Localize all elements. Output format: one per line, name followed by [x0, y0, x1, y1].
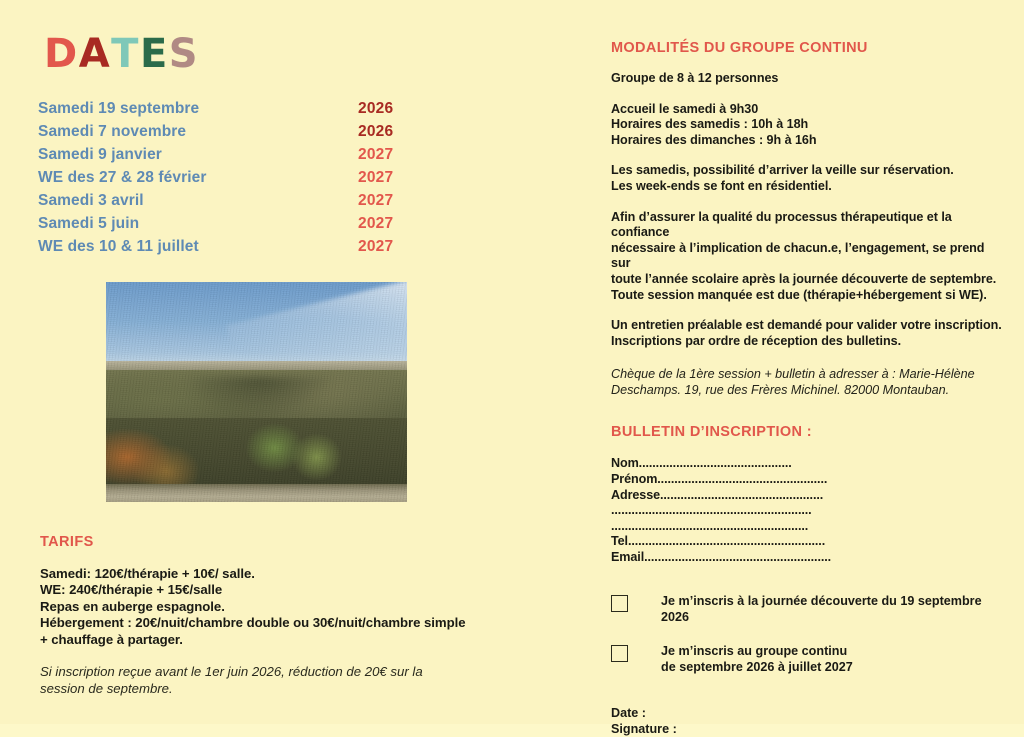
modalites-paragraph [611, 71, 1006, 87]
bulletin-checkbox-row[interactable] [611, 643, 1006, 675]
date-row [38, 100, 468, 122]
modalites-paragraph [611, 318, 1006, 349]
date-row [38, 215, 468, 237]
date-row [38, 169, 468, 191]
modalites-line: Afin d’assurer la qualité du processus thérapeutique et la confiance [611, 209, 952, 240]
modalites-line: Les samedis, possibilité d’arriver la veille sur réservation. [611, 163, 954, 178]
tarifs-note-line: Si inscription reçue avant le 1er juin 2026, réduction de 20€ sur la [40, 664, 423, 680]
modalites-line: nécessaire à l’implication de chacun.e, l’engagement, se prend sur [611, 240, 985, 271]
tarifs-note-line: session de septembre. [40, 681, 173, 697]
checkbox-square[interactable] [611, 595, 628, 612]
date-label: Date : [611, 706, 646, 721]
date-year: 2026 [358, 123, 394, 140]
dates-title-letter-s: S [168, 31, 200, 77]
modalites-paragraphs [611, 71, 1006, 349]
tarifs-lines [40, 566, 490, 648]
date-label: Samedi 5 juin [38, 215, 140, 232]
checkbox-label-line: de septembre 2026 à juillet 2027 [661, 660, 853, 675]
date-year: 2027 [358, 192, 394, 209]
date-row [38, 238, 468, 260]
modalites-paragraph [611, 163, 1006, 194]
bulletin-fields [611, 456, 1006, 565]
dates-list [38, 100, 468, 260]
modalites-line: toute l’année scolaire après la journée découverte de septembre. [611, 271, 997, 286]
date-year: 2027 [358, 146, 394, 163]
cheque-note-line: Chèque de la 1ère session + bulletin à adresser à : Marie-Hélène [611, 367, 975, 382]
bulletin-checkbox-group [611, 593, 1006, 675]
landscape-photo-image [106, 282, 407, 502]
photo-foreground-trees [106, 418, 407, 488]
tarifs-section [40, 534, 490, 697]
date-year: 2026 [358, 100, 394, 117]
modalites-line: Les week-ends se font en résidentiel. [611, 178, 832, 193]
checkbox-label-line: Je m’inscris à la journée découverte du 19 septembre 2026 [661, 594, 982, 625]
date-year: 2027 [358, 238, 394, 255]
right-column [611, 40, 1006, 737]
dates-title-letter-t: T [111, 31, 140, 77]
date-year: 2027 [358, 215, 394, 232]
signature-block [611, 705, 1006, 737]
checkbox-label-line: Je m’inscris au groupe continu [661, 644, 848, 659]
tarifs-line: Repas en auberge espagnole. [40, 598, 225, 614]
bulletin-field-line[interactable]: Adresse................................................ [611, 487, 824, 502]
checkbox-label [661, 593, 1006, 625]
bulletin-field-line[interactable]: Tel.......................................................... [611, 534, 826, 549]
modalites-line: Inscriptions par ordre de réception des bulletins. [611, 333, 902, 348]
cheque-note [611, 366, 1006, 398]
tarifs-discount-note [40, 663, 490, 697]
modalites-line: Accueil le samedi à 9h30 [611, 101, 759, 116]
bulletin-checkbox-row[interactable] [611, 593, 1006, 625]
bulletin-field-line[interactable]: .......................................................... [611, 518, 809, 533]
tarifs-title: TARIFS [40, 534, 94, 550]
dates-title-letter-e: E [139, 31, 169, 77]
checkbox-label [661, 643, 853, 675]
date-row [38, 146, 468, 168]
date-label: Samedi 7 novembre [38, 123, 187, 140]
date-year: 2027 [358, 169, 394, 186]
bulletin-field-line[interactable]: Prénom.................................................. [611, 471, 828, 486]
left-column [38, 31, 468, 261]
date-label: WE des 27 & 28 février [38, 169, 207, 186]
photo-rocky-ground [106, 484, 407, 502]
landscape-photo [104, 280, 409, 504]
date-label: Samedi 9 janvier [38, 146, 162, 163]
bulletin-title: BULLETIN D’INSCRIPTION : [611, 424, 812, 441]
date-label: Samedi 3 avril [38, 192, 144, 209]
date-label: Samedi 19 septembre [38, 100, 200, 117]
date-row [38, 192, 468, 214]
modalites-line: Horaires des samedis : 10h à 18h [611, 117, 809, 132]
date-label: WE des 10 & 11 juillet [38, 238, 199, 255]
signature-label: Signature : [611, 722, 677, 737]
dates-title-letter-a: A [78, 31, 112, 77]
dates-title-letter-d: D [44, 31, 79, 77]
cheque-note-line: Deschamps. 19, rue des Frères Michinel. 82000 Montauban. [611, 383, 950, 398]
modalites-paragraph [611, 210, 1006, 304]
modalites-line: Un entretien préalable est demandé pour valider votre inscription. [611, 318, 1002, 333]
modalites-line: Toute session manquée est due (thérapie+hébergement si WE). [611, 287, 987, 302]
dates-title [44, 31, 468, 77]
modalites-title: MODALITÉS DU GROUPE CONTINU [611, 40, 868, 56]
tarifs-line: WE: 240€/thérapie + 15€/salle [40, 582, 223, 598]
modalites-paragraph [611, 102, 1006, 149]
tarifs-line: + chauffage à partager. [40, 631, 183, 647]
modalites-line: Horaires des dimanches : 9h à 16h [611, 132, 817, 147]
bulletin-field-line[interactable]: Nom............................................. [611, 456, 792, 471]
bulletin-field-line[interactable]: ........................................................... [611, 503, 812, 518]
checkbox-square[interactable] [611, 645, 628, 662]
modalites-line: Groupe de 8 à 12 personnes [611, 71, 779, 85]
tarifs-line: Hébergement : 20€/nuit/chambre double ou 30€/nuit/chambre simple [40, 615, 466, 631]
date-row [38, 123, 468, 145]
bulletin-field-line[interactable]: Email....................................................... [611, 549, 832, 564]
tarifs-line: Samedi: 120€/thérapie + 10€/ salle. [40, 566, 255, 581]
